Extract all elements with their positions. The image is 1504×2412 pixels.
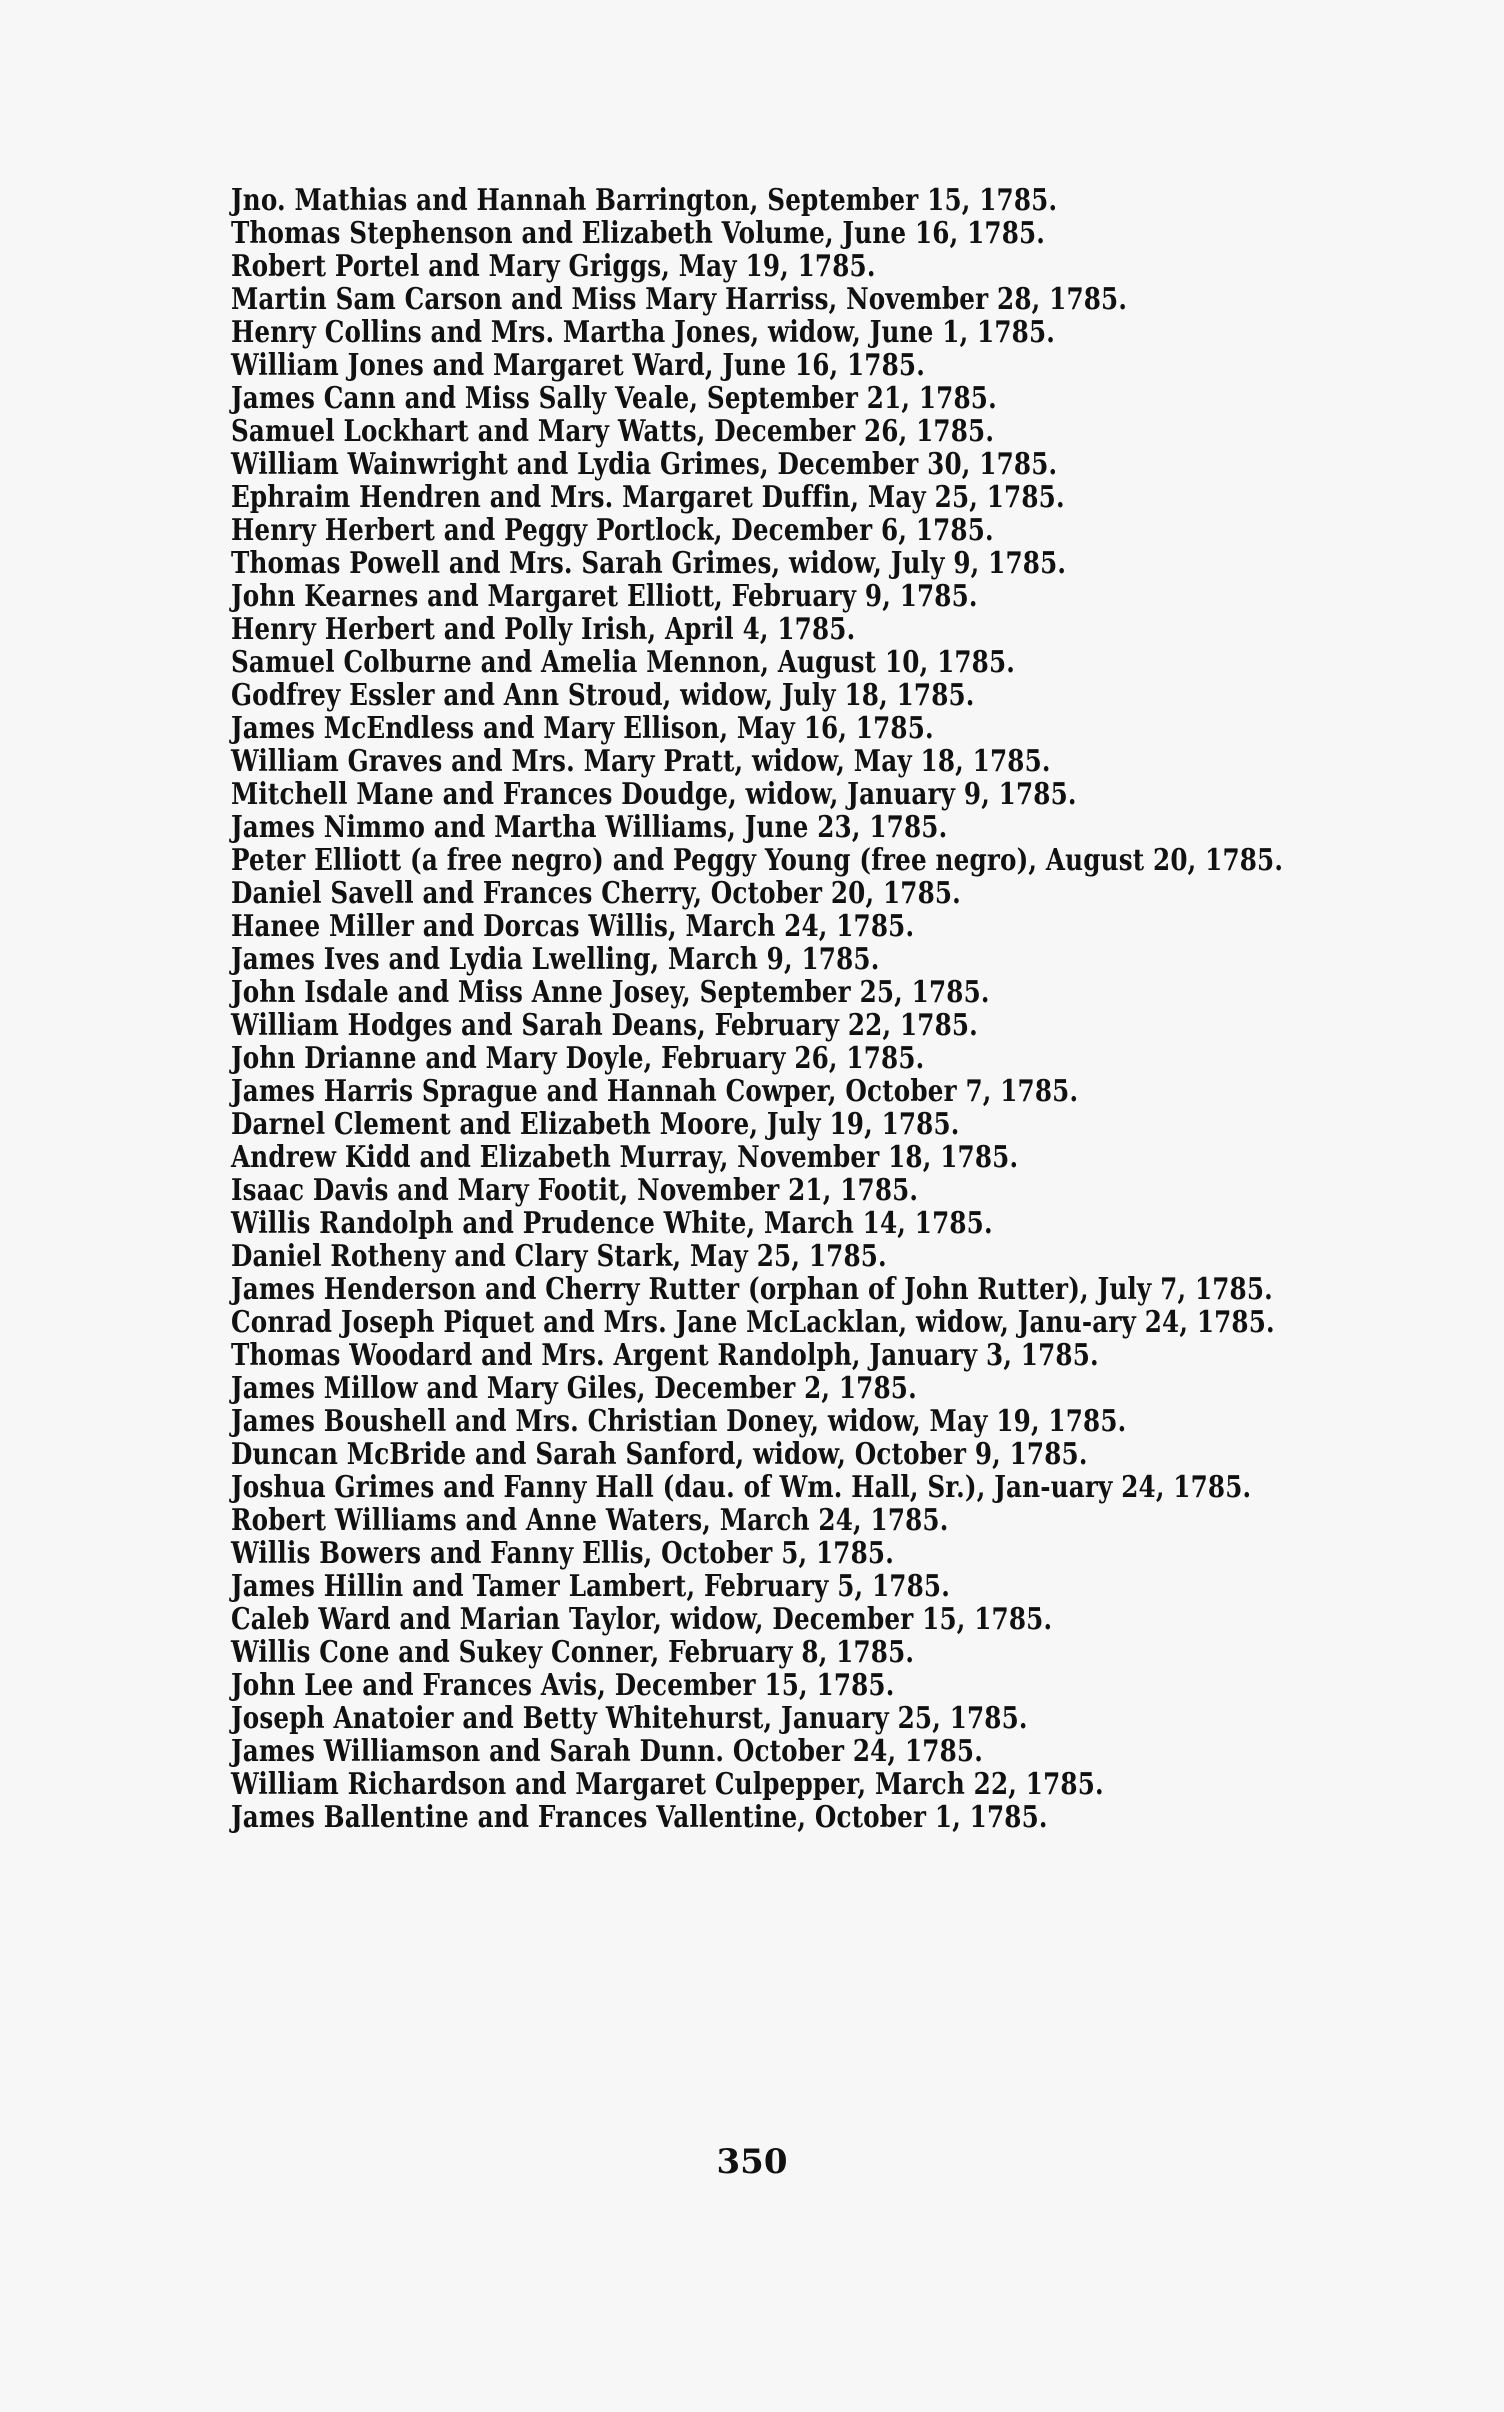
marriage-record-entry: Thomas Powell and Mrs. Sarah Grimes, widow, July 9, 1785. xyxy=(230,545,1067,580)
marriage-record-entry: Peter Elliott (a free negro) and Peggy Young (free negro), August 20, 1785. xyxy=(230,842,1284,877)
marriage-record-entry: Samuel Colburne and Amelia Mennon, August 10, 1785. xyxy=(230,644,1016,679)
marriage-record-entry: Henry Herbert and Peggy Portlock, December 6, 1785. xyxy=(230,512,994,547)
marriage-record-entry: Robert Williams and Anne Waters, March 24, 1785. xyxy=(230,1502,949,1537)
marriage-record-entry: Henry Herbert and Polly Irish, April 4, 1785. xyxy=(230,611,856,646)
marriage-record-entry: William Wainwright and Lydia Grimes, December 30, 1785. xyxy=(230,446,1058,481)
marriage-record-entry: Thomas Stephenson and Elizabeth Volume, June 16, 1785. xyxy=(230,215,1046,250)
marriage-record-entry: Darnel Clement and Elizabeth Moore, July 19, 1785. xyxy=(230,1106,960,1141)
marriage-record-entry: James Cann and Miss Sally Veale, September 21, 1785. xyxy=(230,380,997,415)
marriage-record-entry: Willis Randolph and Prudence White, March 14, 1785. xyxy=(230,1205,993,1240)
marriage-record-entry: John Isdale and Miss Anne Josey, September 25, 1785. xyxy=(230,974,990,1009)
marriage-record-entry: Henry Collins and Mrs. Martha Jones, widow, June 1, 1785. xyxy=(230,314,1056,349)
marriage-record-entry: William Richardson and Margaret Culpepper, March 22, 1785. xyxy=(230,1766,1104,1801)
marriage-record-entry: James Boushell and Mrs. Christian Doney, widow, May 19, 1785. xyxy=(230,1403,1127,1438)
marriage-record-entry: Willis Bowers and Fanny Ellis, October 5, 1785. xyxy=(230,1535,894,1570)
marriage-record-entry: James Millow and Mary Giles, December 2, 1785. xyxy=(230,1370,917,1405)
marriage-record-entry: John Drianne and Mary Doyle, February 26, 1785. xyxy=(230,1040,925,1075)
marriage-record-entry: Conrad Joseph Piquet and Mrs. Jane McLacklan, widow, Janu-ary 24, 1785. xyxy=(230,1304,1275,1339)
marriage-record-entry: Godfrey Essler and Ann Stroud, widow, July 18, 1785. xyxy=(230,677,975,712)
marriage-record-entry: Daniel Rotheny and Clary Stark, May 25, 1785. xyxy=(230,1238,887,1273)
marriage-record-entry: Jno. Mathias and Hannah Barrington, September 15, 1785. xyxy=(230,182,1058,217)
marriage-record-entry: Caleb Ward and Marian Taylor, widow, December 15, 1785. xyxy=(230,1601,1053,1636)
marriage-record-entry: William Graves and Mrs. Mary Pratt, widow, May 18, 1785. xyxy=(230,743,1051,778)
marriage-record-entry: Joseph Anatoier and Betty Whitehurst, January 25, 1785. xyxy=(230,1700,1028,1735)
marriage-record-entry: Martin Sam Carson and Miss Mary Harriss, November 28, 1785. xyxy=(230,281,1128,316)
marriage-record-entry: Samuel Lockhart and Mary Watts, December 26, 1785. xyxy=(230,413,995,448)
marriage-record-entry: James Ives and Lydia Lwelling, March 9, 1785. xyxy=(230,941,880,976)
marriage-record-entry: James Hillin and Tamer Lambert, February 5, 1785. xyxy=(230,1568,950,1603)
marriage-record-list xyxy=(160,183,1360,1833)
marriage-record-entry: William Jones and Margaret Ward, June 16, 1785. xyxy=(230,347,925,382)
marriage-record-entry: William Hodges and Sarah Deans, February 22, 1785. xyxy=(230,1007,978,1042)
marriage-record-entry: James McEndless and Mary Ellison, May 16, 1785. xyxy=(230,710,934,745)
page-number: 350 xyxy=(716,2142,788,2182)
marriage-record-entry: Andrew Kidd and Elizabeth Murray, November 18, 1785. xyxy=(230,1139,1019,1174)
marriage-record-entry: James Nimmo and Martha Williams, June 23, 1785. xyxy=(230,809,948,844)
marriage-record-entry: Isaac Davis and Mary Footit, November 21, 1785. xyxy=(230,1172,919,1207)
marriage-record-entry: Robert Portel and Mary Griggs, May 19, 1785. xyxy=(230,248,876,283)
marriage-record-entry: James Harris Sprague and Hannah Cowper, October 7, 1785. xyxy=(230,1073,1079,1108)
marriage-record-entry: Hanee Miller and Dorcas Willis, March 24, 1785. xyxy=(230,908,915,943)
marriage-record-entry: Willis Cone and Sukey Conner, February 8, 1785. xyxy=(230,1634,915,1669)
marriage-record-entry: Duncan McBride and Sarah Sanford, widow, October 9, 1785. xyxy=(230,1436,1088,1471)
marriage-record-entry: Daniel Savell and Frances Cherry, October 20, 1785. xyxy=(230,875,961,910)
marriage-record-entry: James Ballentine and Frances Vallentine, October 1, 1785. xyxy=(230,1799,1048,1834)
marriage-record-entry: John Kearnes and Margaret Elliott, February 9, 1785. xyxy=(230,578,978,613)
marriage-record-entry: John Lee and Frances Avis, December 15, 1785. xyxy=(230,1667,895,1702)
marriage-record-entry: James Henderson and Cherry Rutter (orphan of John Rutter), July 7, 1785. xyxy=(230,1271,1273,1306)
marriage-record-entry: Ephraim Hendren and Mrs. Margaret Duffin, May 25, 1785. xyxy=(230,479,1065,514)
marriage-record-entry: James Williamson and Sarah Dunn. October 24, 1785. xyxy=(230,1733,983,1768)
marriage-record-entry: Joshua Grimes and Fanny Hall (dau. of Wm. Hall, Sr.), Jan-uary 24, 1785. xyxy=(230,1469,1252,1504)
marriage-record-entry: Mitchell Mane and Frances Doudge, widow, January 9, 1785. xyxy=(230,776,1077,811)
marriage-record-entry: Thomas Woodard and Mrs. Argent Randolph, January 3, 1785. xyxy=(230,1337,1099,1372)
